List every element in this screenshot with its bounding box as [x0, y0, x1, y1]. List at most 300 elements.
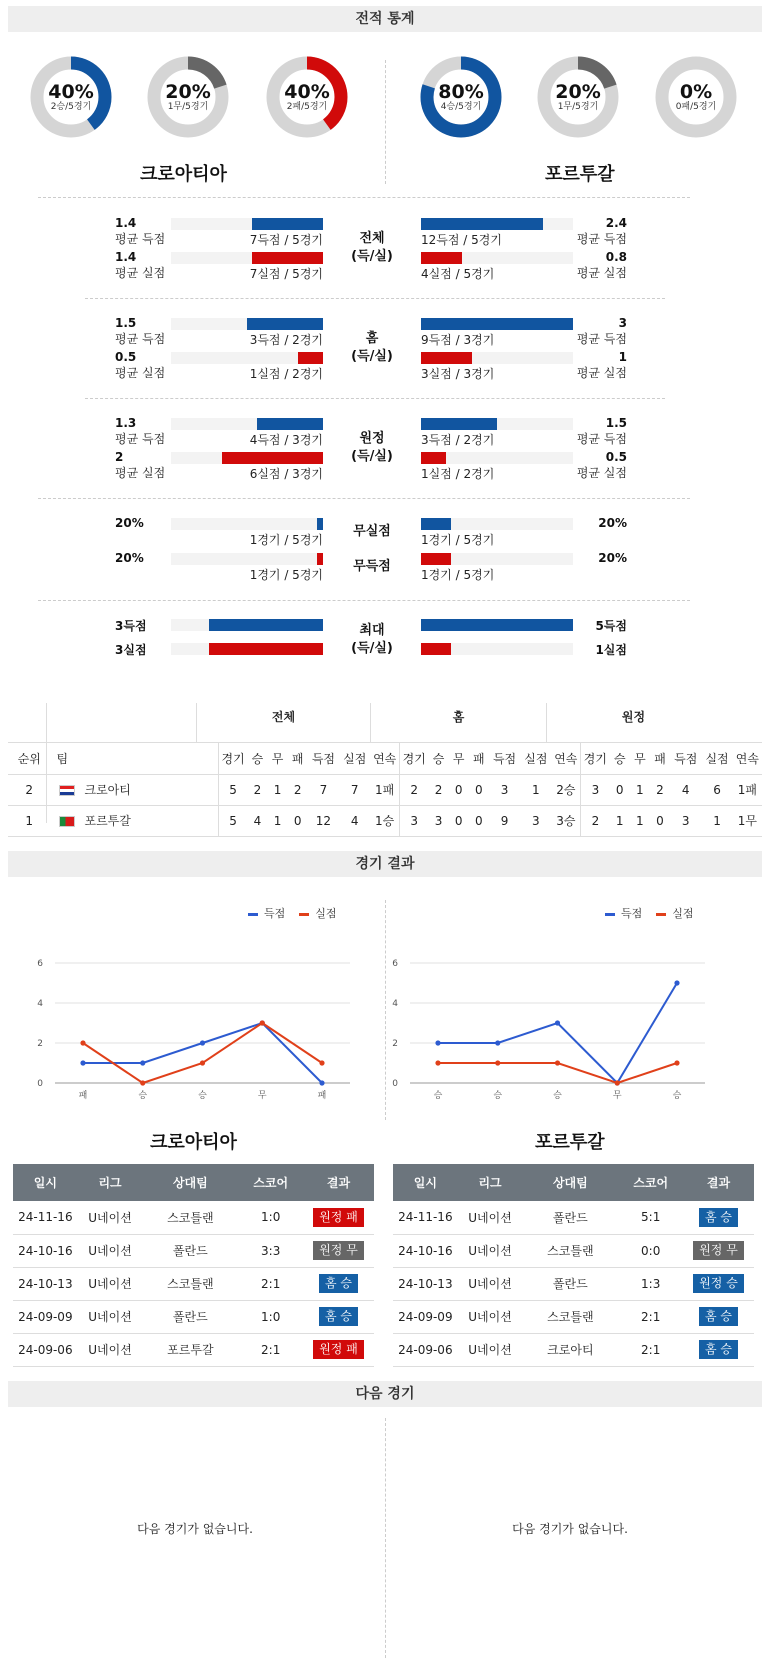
- data-point: [435, 1040, 440, 1045]
- games-col-header: 상대팀: [142, 1164, 238, 1201]
- games-col-header: 일시: [13, 1164, 78, 1201]
- game-row: [393, 1267, 754, 1300]
- data-point: [555, 1020, 560, 1025]
- standings-cell: 5: [218, 774, 247, 805]
- stat-count: 1경기 / 5경기: [249, 533, 323, 547]
- data-point: [200, 1040, 205, 1045]
- game-row: [13, 1234, 374, 1267]
- game-cell: [303, 1267, 374, 1300]
- game-cell: U네이션: [78, 1201, 143, 1234]
- game-row: [13, 1300, 374, 1333]
- x-tick-label: 승: [493, 1091, 503, 1101]
- game-cell: 24-10-13: [13, 1267, 78, 1300]
- game-cell: 2:1: [238, 1267, 303, 1300]
- conceded-bar: [421, 553, 451, 565]
- standings-header-row: [8, 743, 762, 774]
- conceded-bar: [252, 252, 323, 264]
- scored-bar: [257, 418, 323, 430]
- conceded-legend-swatch: [299, 913, 309, 916]
- stat-count: 3실점 / 3경기: [421, 367, 495, 381]
- team-cell: [51, 805, 219, 836]
- stat-value: 5득점: [595, 619, 627, 633]
- chart-legend: [248, 905, 337, 921]
- standings-cell: 1: [268, 805, 288, 836]
- game-cell: 0:0: [618, 1234, 683, 1267]
- scored-bar: [247, 318, 323, 330]
- game-cell: 스코틀랜: [522, 1300, 618, 1333]
- standings-cell: 5: [218, 805, 247, 836]
- data-point: [260, 1020, 265, 1025]
- stat-count: 1경기 / 5경기: [421, 568, 495, 582]
- games-col-header: 리그: [78, 1164, 143, 1201]
- scored-bar: [421, 518, 451, 530]
- standings-cell: 3: [520, 805, 551, 836]
- game-cell: 폴란드: [142, 1300, 238, 1333]
- donut-percent: 40%: [48, 81, 94, 103]
- conceded-legend-label: 실점: [672, 907, 694, 920]
- standings-row: [8, 774, 762, 805]
- divider: [385, 60, 386, 184]
- stat-count: 3득점 / 2경기: [249, 333, 323, 347]
- away-results-chart: [385, 940, 715, 1115]
- game-cell: 24-09-06: [13, 1333, 78, 1366]
- conceded-legend-label: 실점: [315, 907, 337, 920]
- series-line: [438, 983, 677, 1083]
- stat-label: 평균 득점: [115, 332, 166, 346]
- result-badge: 홈 승: [699, 1307, 738, 1326]
- bar-track: [171, 518, 323, 530]
- donut-percent: 0%: [679, 81, 713, 103]
- standings-cell: 1무: [733, 805, 762, 836]
- game-cell: U네이션: [458, 1234, 523, 1267]
- row-divider: [38, 600, 690, 601]
- donut-label: [655, 82, 737, 113]
- standings-table: [8, 743, 762, 837]
- donut-subtitle: 0패/5경기: [675, 102, 717, 112]
- data-point: [319, 1060, 324, 1065]
- stat-count: 3득점 / 2경기: [421, 433, 495, 447]
- game-cell: 폴란드: [522, 1267, 618, 1300]
- standings-cell: 2: [288, 774, 308, 805]
- series-line: [83, 1023, 322, 1083]
- standings-cell: 1패: [370, 774, 399, 805]
- standings-cell: 12: [308, 805, 339, 836]
- stat-count: 1경기 / 5경기: [421, 533, 495, 547]
- stat-label: 평균 득점: [115, 232, 166, 246]
- game-row: [13, 1267, 374, 1300]
- stat-label: 평균 득점: [115, 432, 166, 446]
- game-cell: 24-11-16: [13, 1201, 78, 1234]
- divider: [385, 900, 386, 1120]
- game-cell: [683, 1333, 754, 1366]
- game-cell: [303, 1234, 374, 1267]
- games-col-header: 스코어: [238, 1164, 303, 1201]
- game-cell: U네이션: [458, 1267, 523, 1300]
- col-divider: [46, 703, 47, 823]
- game-cell: 24-09-09: [13, 1300, 78, 1333]
- conceded-bar: [421, 452, 446, 464]
- home-results-chart: [30, 940, 360, 1115]
- standings-cell: 2: [8, 774, 51, 805]
- divider: [385, 1418, 386, 1658]
- game-cell: 1:0: [238, 1201, 303, 1234]
- standings-col-header: 승: [610, 743, 630, 774]
- game-cell: 스코틀랜: [522, 1234, 618, 1267]
- game-cell: [683, 1201, 754, 1234]
- standings-col-header: 팀: [51, 743, 219, 774]
- scored-bar: [421, 318, 573, 330]
- game-cell: [683, 1300, 754, 1333]
- data-point: [435, 1060, 440, 1065]
- stat-count: 4득점 / 3경기: [249, 433, 323, 447]
- bar-track: [171, 553, 323, 565]
- game-cell: U네이션: [78, 1333, 143, 1366]
- home-team-title: 크로아티아: [150, 1132, 237, 1153]
- standings-cell: 0: [469, 805, 489, 836]
- result-badge: 원정 패: [313, 1340, 364, 1359]
- standings-col-header: 연속: [733, 743, 762, 774]
- game-cell: [303, 1300, 374, 1333]
- standings-cell: 3: [670, 805, 701, 836]
- stat-count: 4실점 / 5경기: [421, 267, 495, 281]
- standings-cell: 1: [630, 805, 650, 836]
- x-tick-label: 패: [317, 1091, 327, 1101]
- stat-value: 20%: [115, 516, 144, 530]
- x-tick-label: 승: [138, 1091, 148, 1101]
- standings-cell: 2: [581, 805, 610, 836]
- standings-col-header: 실점: [520, 743, 551, 774]
- game-cell: 2:1: [618, 1333, 683, 1366]
- row-divider: [38, 498, 690, 499]
- row-divider: [85, 298, 665, 299]
- scored-legend-label: 득점: [621, 907, 643, 920]
- result-badge: 홈 승: [319, 1307, 358, 1326]
- standings-col-header: 경기: [218, 743, 247, 774]
- stat-count: 1실점 / 2경기: [249, 367, 323, 381]
- stat-value: 2.4: [605, 216, 627, 230]
- stat-category: [337, 430, 407, 466]
- stat-label: 평균 득점: [576, 332, 627, 346]
- standings-col-header: 실점: [339, 743, 370, 774]
- stat-value: 20%: [115, 551, 144, 565]
- stat-category-sub: (득/실): [351, 641, 393, 656]
- standings-cell: 9: [489, 805, 520, 836]
- standings-cell: 2: [650, 774, 670, 805]
- standings-col-header: 실점: [701, 743, 732, 774]
- stat-value: 3: [618, 316, 627, 330]
- standings-cell: 1: [610, 805, 630, 836]
- scored-bar: [421, 218, 543, 230]
- games-col-header: 결과: [303, 1164, 374, 1201]
- section-next-header: 다음 경기: [8, 1381, 762, 1407]
- y-tick-label: 0: [392, 1079, 398, 1089]
- scored-legend-label: 득점: [264, 907, 286, 920]
- standings-cell: 3승: [552, 805, 581, 836]
- standings-col-header: 무: [630, 743, 650, 774]
- chart-legend: [605, 905, 694, 921]
- scored-bar: [421, 619, 573, 631]
- game-row: [393, 1234, 754, 1267]
- stat-value: 0.8: [605, 250, 627, 264]
- y-tick-label: 4: [392, 999, 398, 1009]
- stat-value: 1실점: [595, 643, 627, 657]
- scored-legend-swatch: [605, 913, 615, 916]
- game-cell: 3:3: [238, 1234, 303, 1267]
- away-next-empty: 다음 경기가 없습니다.: [512, 1522, 628, 1536]
- stat-value: 1.5: [605, 416, 627, 430]
- data-point: [555, 1060, 560, 1065]
- donut-subtitle: 2패/5경기: [286, 102, 328, 112]
- standings-col-header: 패: [288, 743, 308, 774]
- standings-cell: 3: [399, 805, 428, 836]
- result-badge: 홈 승: [699, 1340, 738, 1359]
- data-point: [80, 1040, 85, 1045]
- game-cell: 24-09-06: [393, 1333, 458, 1366]
- standings-cell: 4: [339, 805, 370, 836]
- portugal-flag-icon: [59, 816, 75, 827]
- donut-percent: 40%: [284, 81, 330, 103]
- standings-cell: 2: [429, 774, 449, 805]
- game-row: [393, 1201, 754, 1234]
- stat-value: 1.5: [115, 316, 137, 330]
- x-tick-label: 승: [672, 1091, 682, 1101]
- stat-label: 평균 실점: [576, 366, 627, 380]
- game-cell: [303, 1333, 374, 1366]
- stat-label: 평균 실점: [576, 266, 627, 280]
- standings-cell: 2: [399, 774, 428, 805]
- scored-bar: [209, 619, 323, 631]
- game-row: [393, 1333, 754, 1366]
- data-point: [674, 1060, 679, 1065]
- conceded-bar: [222, 452, 323, 464]
- game-cell: U네이션: [458, 1201, 523, 1234]
- stat-category: [337, 622, 407, 658]
- series-line: [438, 1063, 677, 1083]
- stat-category-sub: (득/실): [351, 449, 393, 464]
- section-record-header: 전적 통계: [8, 6, 762, 32]
- standings-cell: 2승: [552, 774, 581, 805]
- stat-label: 평균 실점: [115, 266, 166, 280]
- donut-label: [147, 82, 229, 113]
- stat-label: 평균 실점: [115, 466, 166, 480]
- standings-cell: 0: [650, 805, 670, 836]
- stat-value: 1: [618, 350, 627, 364]
- standings-col-header: 승: [429, 743, 449, 774]
- standings-cell: 1: [268, 774, 288, 805]
- y-tick-label: 6: [392, 959, 398, 969]
- stat-count: 6실점 / 3경기: [249, 467, 323, 481]
- standings-cell: 0: [449, 774, 469, 805]
- games-col-header: 스코어: [618, 1164, 683, 1201]
- standings-cell: 1패: [733, 774, 762, 805]
- games-header-row: [393, 1164, 754, 1201]
- conceded-bar: [421, 643, 451, 655]
- conceded-bar: [298, 352, 323, 364]
- x-tick-label: 무: [612, 1091, 622, 1101]
- stat-value: 3득점: [115, 619, 147, 633]
- stat-category: [337, 330, 407, 366]
- donut-subtitle: 1무/5경기: [167, 102, 209, 112]
- standings-col-header: 승: [247, 743, 267, 774]
- stat-value: 0.5: [115, 350, 137, 364]
- standings-cell: 3: [429, 805, 449, 836]
- standings-col-header: 득점: [489, 743, 520, 774]
- stat-count: 12득점 / 5경기: [421, 233, 502, 247]
- games-col-header: 상대팀: [522, 1164, 618, 1201]
- game-cell: 24-09-09: [393, 1300, 458, 1333]
- standings-cell: 4: [670, 774, 701, 805]
- stat-category-name: 전체: [359, 231, 385, 246]
- stat-count: 1경기 / 5경기: [249, 568, 323, 582]
- standings-col-header: 경기: [399, 743, 428, 774]
- game-cell: 포르투갈: [142, 1333, 238, 1366]
- stat-category-name: 최대: [359, 623, 385, 638]
- standings-col-header: 무: [268, 743, 288, 774]
- game-row: [13, 1201, 374, 1234]
- game-cell: 2:1: [618, 1300, 683, 1333]
- data-point: [674, 980, 679, 985]
- game-cell: 1:0: [238, 1300, 303, 1333]
- scored-bar: [421, 418, 497, 430]
- result-badge: 원정 패: [313, 1208, 364, 1227]
- game-cell: [683, 1234, 754, 1267]
- stat-category-name: 무실점: [353, 524, 391, 539]
- y-tick-label: 2: [392, 1039, 398, 1049]
- standings-col-header: 득점: [308, 743, 339, 774]
- game-cell: 24-10-13: [393, 1267, 458, 1300]
- stat-label: 평균 실점: [576, 466, 627, 480]
- game-cell: U네이션: [78, 1234, 143, 1267]
- stat-value: 2: [115, 450, 124, 464]
- standings-cell: 0: [469, 774, 489, 805]
- donut-subtitle: 2승/5경기: [50, 102, 92, 112]
- standings-cell: 0: [610, 774, 630, 805]
- conceded-bar: [421, 352, 472, 364]
- stat-category-name: 무득점: [353, 559, 391, 574]
- scored-bar: [252, 218, 323, 230]
- stat-category-name: 홈: [365, 331, 379, 346]
- series-line: [83, 1023, 322, 1083]
- standings-cell: 3: [581, 774, 610, 805]
- stat-count: 1실점 / 2경기: [421, 467, 495, 481]
- game-cell: U네이션: [78, 1267, 143, 1300]
- games-header-row: [13, 1164, 374, 1201]
- donut-label: [420, 82, 502, 113]
- team-name: 크로아티: [84, 783, 131, 797]
- stat-count: 7득점 / 5경기: [249, 233, 323, 247]
- game-cell: 폴란드: [142, 1234, 238, 1267]
- home-next-empty: 다음 경기가 없습니다.: [137, 1522, 253, 1536]
- result-badge: 원정 무: [313, 1241, 364, 1260]
- game-cell: U네이션: [458, 1300, 523, 1333]
- y-tick-label: 2: [37, 1039, 43, 1049]
- x-tick-label: 승: [198, 1091, 207, 1101]
- conceded-bar: [421, 252, 462, 264]
- stat-value: 1.3: [115, 416, 137, 430]
- donut-subtitle: 4승/5경기: [440, 102, 482, 112]
- row-divider: [85, 398, 665, 399]
- scored-bar: [317, 518, 323, 530]
- standings-col-header: 연속: [552, 743, 581, 774]
- data-point: [140, 1060, 145, 1065]
- result-badge: 원정 무: [693, 1241, 744, 1260]
- game-cell: 24-10-16: [393, 1234, 458, 1267]
- game-row: [393, 1300, 754, 1333]
- standings-col-header: 연속: [370, 743, 399, 774]
- standings-cell: 7: [339, 774, 370, 805]
- standings-cell: 0: [288, 805, 308, 836]
- game-cell: 5:1: [618, 1201, 683, 1234]
- standings-col-header: 패: [650, 743, 670, 774]
- donut-percent: 20%: [555, 81, 601, 103]
- donut-percent: 80%: [438, 81, 484, 103]
- away-games-table: [393, 1164, 754, 1367]
- result-badge: 원정 승: [693, 1274, 744, 1293]
- games-col-header: 일시: [393, 1164, 458, 1201]
- standings-row: [8, 805, 762, 836]
- stat-category-sub: (득/실): [351, 349, 393, 364]
- data-point: [200, 1060, 205, 1065]
- standings-cell: 1승: [370, 805, 399, 836]
- away-team-title: 포르투갈: [535, 1132, 605, 1153]
- game-cell: 스코틀랜: [142, 1201, 238, 1234]
- game-cell: [303, 1201, 374, 1234]
- game-cell: U네이션: [458, 1333, 523, 1366]
- games-col-header: 결과: [683, 1164, 754, 1201]
- donut-label: [537, 82, 619, 113]
- stat-label: 평균 실점: [115, 366, 166, 380]
- stat-count: 9득점 / 3경기: [421, 333, 495, 347]
- standings-cell: 1: [701, 805, 732, 836]
- x-tick-label: 승: [553, 1091, 562, 1101]
- data-point: [495, 1040, 500, 1045]
- data-point: [140, 1080, 145, 1085]
- stat-value: 1.4: [115, 216, 137, 230]
- standings-col-header: 경기: [581, 743, 610, 774]
- conceded-legend-swatch: [656, 913, 666, 916]
- stat-category: [337, 230, 407, 266]
- donut-subtitle: 1무/5경기: [557, 102, 599, 112]
- game-cell: 스코틀랜: [142, 1267, 238, 1300]
- stat-value: 20%: [598, 516, 627, 530]
- conceded-bar: [209, 643, 323, 655]
- stat-value: 3실점: [115, 643, 147, 657]
- standings-cell: 6: [701, 774, 732, 805]
- game-cell: 1:3: [618, 1267, 683, 1300]
- home-team-name: 크로아티아: [140, 164, 227, 185]
- result-badge: 홈 승: [319, 1274, 358, 1293]
- stat-category-name: 원정: [359, 431, 385, 446]
- scored-legend-swatch: [248, 913, 258, 916]
- game-cell: 2:1: [238, 1333, 303, 1366]
- standings-cell: 0: [449, 805, 469, 836]
- result-badge: 홈 승: [699, 1208, 738, 1227]
- x-tick-label: 승: [433, 1091, 443, 1101]
- x-tick-label: 무: [257, 1091, 267, 1101]
- standings-group-2: 원정: [546, 703, 720, 743]
- stat-value: 1.4: [115, 250, 137, 264]
- x-tick-label: 패: [78, 1091, 88, 1101]
- standings-col-header: 순위: [8, 743, 51, 774]
- games-col-header: 리그: [458, 1164, 523, 1201]
- game-cell: 24-11-16: [393, 1201, 458, 1234]
- donut-label: [30, 82, 112, 113]
- standings-cell: 1: [630, 774, 650, 805]
- team-cell: [51, 774, 219, 805]
- donut-label: [266, 82, 348, 113]
- standings-col-header: 득점: [670, 743, 701, 774]
- standings-cell: 2: [247, 774, 267, 805]
